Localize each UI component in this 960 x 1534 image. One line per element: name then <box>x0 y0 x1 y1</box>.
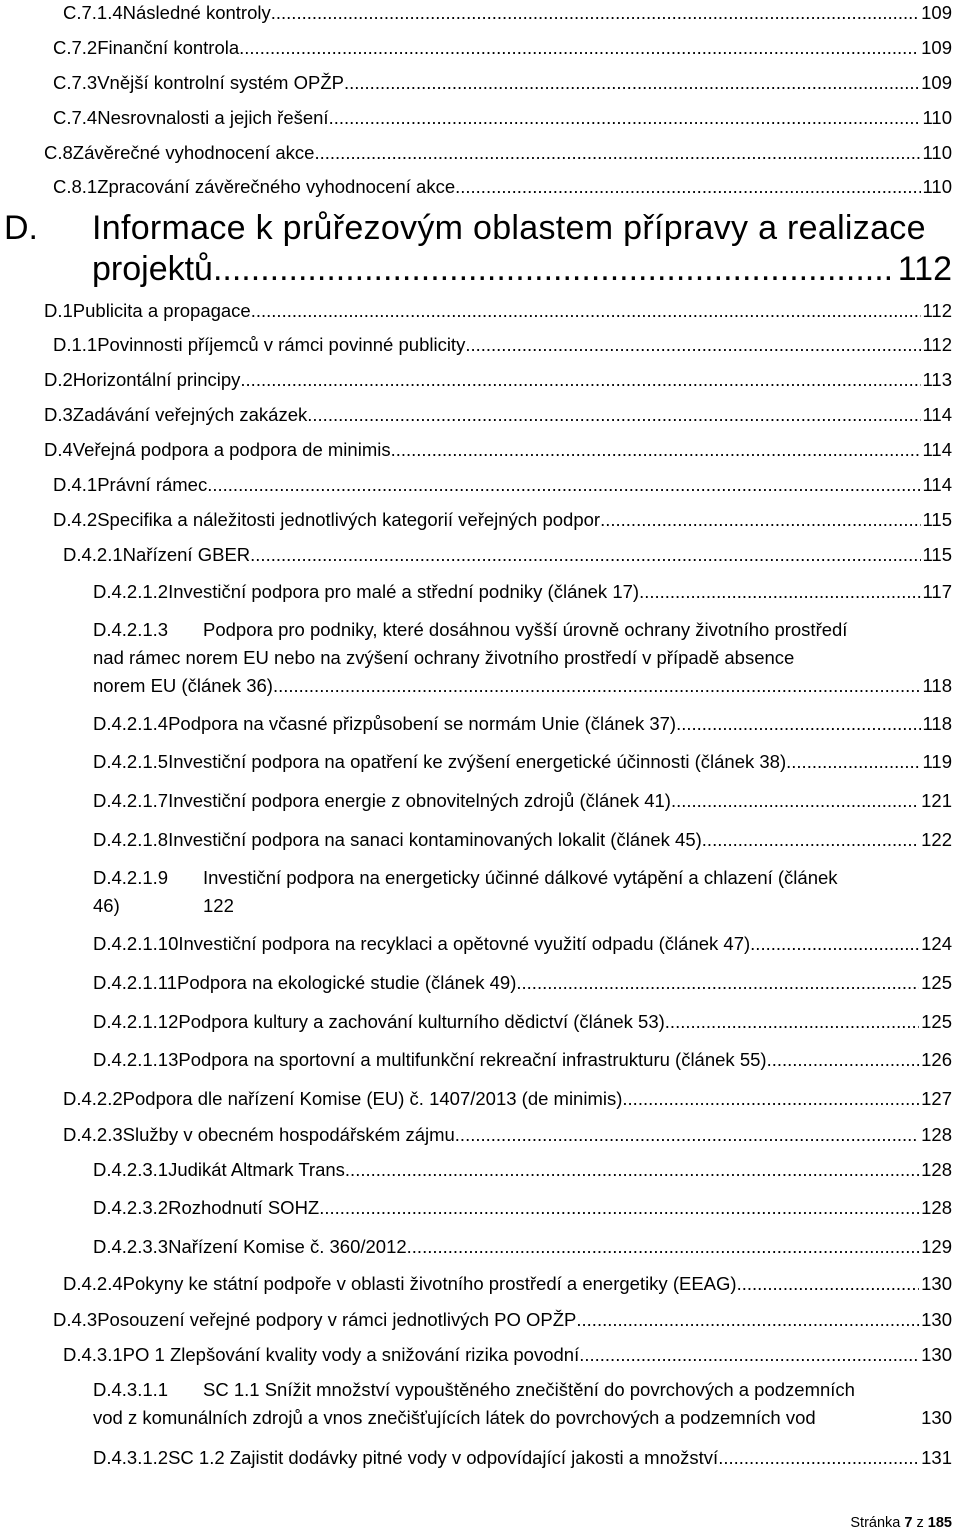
toc-entry[interactable] <box>93 1197 952 1219</box>
toc-entry[interactable] <box>93 1236 952 1258</box>
toc-title: Informace k průřezovým oblastem přípravy a realizace <box>92 209 926 247</box>
toc-number: D.4.2.1.4 <box>93 713 169 734</box>
dot-leader <box>702 829 919 851</box>
toc-page: 118 <box>922 713 952 734</box>
toc-entry[interactable] <box>44 439 952 461</box>
toc-number: D.4.3.1 <box>63 1344 123 1365</box>
toc-entry[interactable] <box>53 474 952 496</box>
toc-title: Právní rámec <box>97 474 208 495</box>
toc-title-continuation: norem EU (článek 36) <box>93 675 273 696</box>
toc-number: D.4.2.1.7 <box>93 790 169 811</box>
toc-number: D.4.2.3.3 <box>93 1236 169 1257</box>
dot-leader <box>750 933 919 955</box>
footer-current-page: 7 <box>904 1515 913 1531</box>
toc-page: 112 <box>897 250 952 288</box>
toc-page: 114 <box>922 404 952 425</box>
dot-leader <box>314 142 920 164</box>
toc-title: Následné kontroly <box>122 2 271 23</box>
dot-leader <box>737 1273 920 1295</box>
toc-page: 113 <box>922 369 952 390</box>
dot-leader <box>307 404 920 426</box>
toc-entry[interactable] <box>53 176 952 198</box>
footer-separator: z <box>916 1515 924 1531</box>
toc-entry[interactable] <box>93 829 952 851</box>
toc-title: Podpora pro podniky, které dosáhnou vyšší úrovně ochrany životního prostředí <box>203 619 848 640</box>
toc-title: Nařízení Komise č. 360/2012 <box>168 1236 407 1257</box>
toc-page: 114 <box>922 439 952 460</box>
toc-title: Služby v obecném hospodářském zájmu <box>122 1124 455 1145</box>
toc-title: Vnější kontrolní systém OPŽP <box>97 72 344 93</box>
toc-title: Finanční kontrola <box>97 37 240 58</box>
toc-title: Podpora kultury a zachování kulturního dědictví (článek 53) <box>178 1011 665 1032</box>
toc-title: Podpora na sportovní a multifunkční rekreační infrastrukturu (článek 55) <box>178 1049 767 1070</box>
toc-page: 130 <box>921 1407 952 1428</box>
toc-page: 130 <box>921 1344 952 1365</box>
toc-entry-continuation[interactable] <box>92 250 952 289</box>
toc-title: Nesrovnalosti a jejich řešení <box>97 107 329 128</box>
toc-entry-continuation[interactable] <box>93 675 952 697</box>
toc-number: D.4.2 <box>53 509 98 530</box>
toc-page: 114 <box>922 474 952 495</box>
toc-page: 128 <box>921 1197 952 1218</box>
dot-leader <box>579 1344 919 1366</box>
toc-entry[interactable] <box>53 509 952 531</box>
toc-page: 110 <box>922 142 952 163</box>
toc-page: 126 <box>921 1049 952 1070</box>
dot-leader <box>250 544 920 566</box>
toc-number: D.4.2.1.13 <box>93 1049 179 1070</box>
toc-title: Zadávání veřejných zakázek <box>72 404 308 425</box>
toc-title-continuation: projektů <box>92 250 213 288</box>
dot-leader <box>271 2 919 24</box>
toc-entry[interactable] <box>63 1344 952 1366</box>
toc-number: C.8.1 <box>53 176 98 197</box>
toc-number: D.4.2.1.3 <box>93 619 169 640</box>
toc-number: C.7.4 <box>53 107 98 128</box>
dot-leader <box>676 713 920 735</box>
toc-number: C.7.2 <box>53 37 98 58</box>
toc-page: 122 <box>921 829 952 850</box>
dot-leader <box>455 176 920 198</box>
toc-number: D.4.2.1.8 <box>93 829 169 850</box>
dot-leader <box>639 581 920 603</box>
toc-page: 129 <box>921 1236 952 1257</box>
toc-entry[interactable] <box>53 37 952 59</box>
dot-leader <box>718 1447 919 1469</box>
dot-leader <box>319 1197 919 1219</box>
dot-leader <box>329 107 921 129</box>
toc-page: 119 <box>922 751 952 772</box>
toc-title: PO 1 Zlepšování kvality vody a snižování rizika povodní <box>122 1344 580 1365</box>
toc-entry[interactable] <box>93 713 952 735</box>
toc-entry[interactable] <box>93 933 952 955</box>
dot-leader <box>407 1236 919 1258</box>
toc-page: 115 <box>922 509 952 530</box>
toc-title: Podpora na včasné přizpůsobení se normám Unie (článek 37) <box>168 713 677 734</box>
toc-title: Podpora na ekologické studie (článek 49) <box>177 972 517 993</box>
toc-entry-heading[interactable] <box>4 209 952 248</box>
toc-page: 112 <box>922 300 952 321</box>
toc-number: D.1 <box>44 300 73 321</box>
toc-entry[interactable] <box>93 1011 952 1033</box>
toc-number: D.2 <box>44 369 73 390</box>
toc-number: D.4.2.3 <box>63 1124 123 1145</box>
toc-entry[interactable] <box>93 790 952 812</box>
toc-title: Publicita a propagace <box>72 300 251 321</box>
toc-number: D. <box>4 209 38 247</box>
toc-page: 117 <box>922 581 952 602</box>
dot-leader <box>600 509 920 531</box>
dot-leader <box>239 37 919 59</box>
toc-page: 125 <box>921 972 952 993</box>
toc-page: 125 <box>921 1011 952 1032</box>
toc-page: 118 <box>922 675 952 696</box>
dot-leader <box>665 1011 919 1033</box>
toc-title: Investiční podpora pro malé a střední podniky (článek 17) <box>168 581 640 602</box>
dot-leader <box>240 369 920 391</box>
toc-number: D.4.2.1.12 <box>93 1011 179 1032</box>
toc-title: Investiční podpora na opatření ke zvýšení energetické účinnosti (článek 38) <box>168 751 787 772</box>
toc-title: Zpracování závěrečného vyhodnocení akce <box>97 176 456 197</box>
toc-entry-continuation[interactable] <box>93 647 952 669</box>
toc-entry[interactable] <box>93 1447 952 1469</box>
toc-number: D.4.2.1.5 <box>93 751 169 772</box>
toc-title: Veřejná podpora a podpora de minimis <box>72 439 391 460</box>
dot-leader <box>455 1124 919 1146</box>
toc-entry[interactable] <box>93 1049 952 1071</box>
toc-page: 110 <box>922 176 952 197</box>
toc-page: 130 <box>921 1309 952 1330</box>
dot-leader <box>391 439 921 461</box>
footer-label: Stránka <box>850 1515 901 1531</box>
toc-number: C.7.3 <box>53 72 98 93</box>
toc-title: Investiční podpora energie z obnovitelných zdrojů (článek 41) <box>168 790 671 811</box>
toc-entry[interactable] <box>53 107 952 129</box>
dot-leader <box>465 334 920 356</box>
toc-number: D.4.2.1.9 <box>93 867 169 888</box>
toc-number: D.4 <box>44 439 73 460</box>
toc-page: 121 <box>921 790 952 811</box>
dot-leader <box>622 1088 919 1110</box>
toc-number: C.7.1.4 <box>63 2 123 23</box>
toc-entry[interactable] <box>93 619 952 641</box>
toc-page: 131 <box>921 1447 952 1468</box>
toc-page: 130 <box>921 1273 952 1294</box>
toc-page: 109 <box>921 2 952 23</box>
toc-number: D.4.2.1.10 <box>93 933 179 954</box>
toc-entry-continuation[interactable] <box>93 895 952 917</box>
toc-entry[interactable] <box>53 334 952 356</box>
dot-leader <box>207 474 920 496</box>
toc-entry[interactable] <box>44 142 952 164</box>
toc-page: 127 <box>921 1088 952 1109</box>
toc-title: Nařízení GBER <box>122 544 251 565</box>
toc-entry[interactable] <box>44 369 952 391</box>
dot-leader <box>213 250 896 289</box>
toc-title: Posouzení veřejné podpory v rámci jednotlivých PO OPŽP <box>97 1309 577 1330</box>
toc-entry[interactable] <box>63 1273 952 1295</box>
toc-page: 109 <box>921 37 952 58</box>
toc-number: D.4.3 <box>53 1309 98 1330</box>
toc-title: Investiční podpora na energeticky účinné dálkové vytápění a chlazení (článek <box>203 867 838 888</box>
toc-number: C.8 <box>44 142 73 163</box>
toc-title: Povinnosti příjemců v rámci povinné publicity <box>97 334 466 355</box>
toc-entry-continuation[interactable] <box>93 1407 952 1429</box>
toc-title-continuation: vod z komunálních zdrojů a vnos znečišťujících látek do povrchových a podzemních vod <box>93 1407 816 1428</box>
dot-leader <box>786 751 920 773</box>
toc-entry[interactable] <box>93 581 952 603</box>
toc-entry[interactable] <box>63 544 952 566</box>
dot-leader <box>671 790 919 812</box>
toc-entry[interactable] <box>53 72 952 94</box>
dot-leader <box>767 1049 920 1071</box>
toc-number-continuation: 46) <box>93 895 120 916</box>
toc-page: 115 <box>922 544 952 565</box>
toc-number: D.3 <box>44 404 73 425</box>
toc-page: 122 <box>203 895 234 916</box>
dot-leader <box>251 300 921 322</box>
toc-title: Judikát Altmark Trans <box>168 1159 345 1180</box>
toc-page: 112 <box>922 334 952 355</box>
toc-page: 128 <box>921 1124 952 1145</box>
toc-title: Horizontální principy <box>72 369 241 390</box>
toc-page: 109 <box>921 72 952 93</box>
toc-entry[interactable] <box>44 404 952 426</box>
toc-number: D.1.1 <box>53 334 98 355</box>
toc-title: SC 1.1 Snížit množství vypouštěného znečištění do povrchových a podzemních <box>203 1379 855 1400</box>
toc-entry[interactable] <box>93 867 952 889</box>
toc-number: D.4.2.1.2 <box>93 581 169 602</box>
page-footer <box>850 1515 952 1531</box>
toc-number: D.4.2.1 <box>63 544 123 565</box>
toc-number: D.4.2.3.1 <box>93 1159 169 1180</box>
toc-number: D.4.2.2 <box>63 1088 123 1109</box>
toc-page: 124 <box>921 933 952 954</box>
dot-leader <box>516 972 919 994</box>
toc-page: 110 <box>922 107 952 128</box>
toc-title: Investiční podpora na sanaci kontaminovaných lokalit (článek 45) <box>168 829 702 850</box>
toc-title: Podpora dle nařízení Komise (EU) č. 1407/2013 (de minimis) <box>122 1088 623 1109</box>
toc-number: D.4.1 <box>53 474 98 495</box>
toc-title: SC 1.2 Zajistit dodávky pitné vody v odpovídající jakosti a množství <box>168 1447 719 1468</box>
dot-leader <box>345 1159 919 1181</box>
toc-entry[interactable] <box>93 751 952 773</box>
toc-title: Pokyny ke státní podpoře v oblasti životního prostředí a energetiky (EEAG) <box>122 1273 737 1294</box>
toc-entry[interactable] <box>93 1159 952 1181</box>
toc-number: D.4.2.3.2 <box>93 1197 169 1218</box>
toc-number: D.4.3.1.2 <box>93 1447 169 1468</box>
toc-number: D.4.2.4 <box>63 1273 123 1294</box>
toc-entry[interactable] <box>63 1124 952 1146</box>
toc-title: Specifika a náležitosti jednotlivých kategorií veřejných podpor <box>97 509 601 530</box>
toc-entry[interactable] <box>44 300 952 322</box>
toc-title: Rozhodnutí SOHZ <box>168 1197 320 1218</box>
dot-leader <box>273 675 921 697</box>
toc-entry[interactable] <box>53 1309 952 1331</box>
toc-entry[interactable] <box>63 1088 952 1110</box>
toc-title: Závěrečné vyhodnocení akce <box>72 142 315 163</box>
toc-entry[interactable] <box>63 2 952 24</box>
toc-number: D.4.3.1.1 <box>93 1379 169 1400</box>
toc-page: 128 <box>921 1159 952 1180</box>
toc-number: D.4.2.1.11 <box>93 972 177 993</box>
toc-title: Investiční podpora na recyklaci a opětovné využití odpadu (článek 47) <box>178 933 751 954</box>
dot-leader <box>576 1309 919 1331</box>
dot-leader <box>344 72 919 94</box>
toc-title-continuation: nad rámec norem EU nebo na zvýšení ochrany životního prostředí v případě absence <box>93 647 795 668</box>
toc-entry[interactable] <box>93 1379 952 1401</box>
toc-entry[interactable] <box>93 972 952 994</box>
footer-total-pages: 185 <box>927 1515 952 1531</box>
